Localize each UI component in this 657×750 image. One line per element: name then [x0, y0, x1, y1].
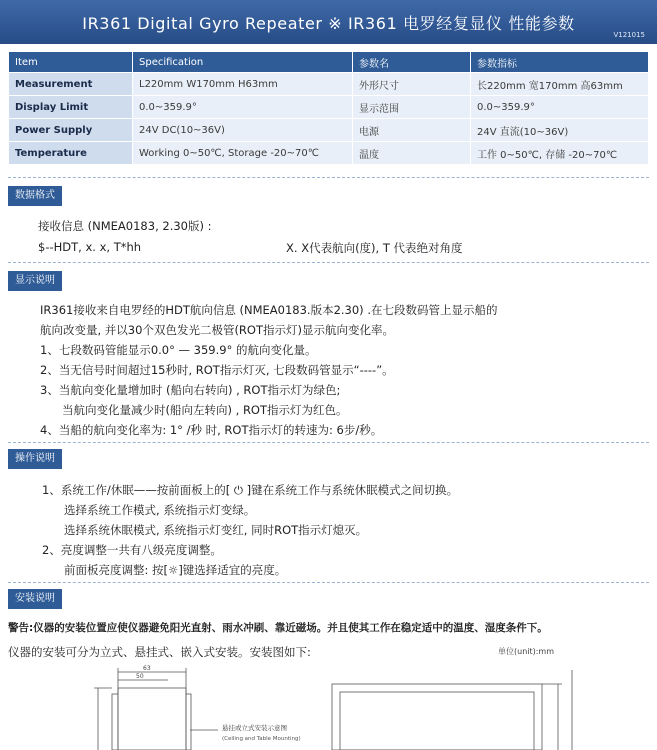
section-label-operation: 操作说明 — [8, 449, 62, 469]
row-param-name: 显示范围 — [353, 96, 471, 119]
display-line: 航向改变量, 并以30个双色发光二极管(ROT指示灯)显示航向变化率。 — [40, 323, 394, 337]
row-param-value: 工作 0~50℃, 存储 -20~70℃ — [471, 142, 649, 165]
row-spec: 0.0~359.9° — [133, 96, 353, 119]
display-line: 2、当无信号时间超过15秒时, ROT指示灯灭, 七段数码管显示“----”。 — [40, 363, 394, 377]
data-format-sentence: $--HDT, x. x, T*hh — [38, 240, 142, 254]
operation-line: 2、亮度调整一共有八级亮度调整。 — [42, 543, 222, 557]
install-diagram — [0, 664, 657, 750]
section-label-data-format: 数据格式 — [8, 186, 62, 206]
dim-label-63: 63 — [143, 665, 151, 672]
display-line: 当航向变化量减少时(船向左转向) , ROT指示灯为红色。 — [62, 403, 348, 417]
operation-line: 选择系统休眠模式, 系统指示灯变红, 同时ROT指示灯熄灭。 — [64, 523, 368, 537]
display-line: IR361接收来自电罗经的HDT航向信息 (NMEA0183.版本2.30) .在七段数码管上显示船的 — [40, 303, 498, 317]
spec-table — [8, 51, 649, 165]
divider — [8, 442, 649, 443]
row-param-name: 电源 — [353, 119, 471, 142]
display-line: 3、当航向变化量增加时 (船向右转向) , ROT指示灯为绿色; — [40, 383, 341, 397]
data-format-line: 接收信息 (NMEA0183, 2.30版) : — [38, 219, 212, 233]
page-header — [0, 0, 657, 44]
row-spec: 24V DC(10~36V) — [133, 119, 353, 142]
section-label-install: 安装说明 — [8, 589, 62, 609]
page-title: IR361 Digital Gyro Repeater ※ IR361 电罗经复显仪 性能参数 — [82, 13, 575, 33]
row-item: Measurement — [9, 73, 133, 96]
front-view-body — [332, 684, 542, 750]
row-param-name: 温度 — [353, 142, 471, 165]
dim-label-50: 50 — [136, 673, 144, 680]
divider — [8, 177, 649, 178]
row-item: Display Limit — [9, 96, 133, 119]
operation-line: 1、系统工作/休眠——按前面板上的[ ⏻ ]键在系统工作与系统休眠模式之间切换。 — [42, 483, 459, 497]
operation-line: 前面板亮度调整: 按[☼]键选择适宜的亮度。 — [64, 563, 287, 577]
row-item: Temperature — [9, 142, 133, 165]
col-specification: Specification — [133, 52, 353, 73]
section-label-display: 显示说明 — [8, 271, 62, 291]
side-view-body — [118, 688, 186, 750]
col-param-name: 参数名 — [353, 52, 471, 73]
row-spec: Working 0~50℃, Storage -20~70℃ — [133, 142, 353, 165]
display-line: 1、七段数码管能显示0.0° — 359.9° 的航向变化量。 — [40, 343, 317, 357]
row-param-name: 外形尺寸 — [353, 73, 471, 96]
table-row — [9, 142, 649, 165]
side-view-back — [186, 694, 191, 750]
version-code: V121015 — [613, 31, 645, 39]
row-param-value: 24V 直流(10~36V) — [471, 119, 649, 142]
spec-table-header — [9, 52, 649, 73]
col-item: Item — [9, 52, 133, 73]
install-warning: 警告:仪器的安装位置应使仪器避免阳光直射、雨水冲刷、靠近磁场。并且使其工作在稳定适中的温度、湿度条件下。 — [8, 622, 548, 634]
display-line: 4、当船的航向变化率为: 1° /秒 时, ROT指示灯的转速为: 6步/秒。 — [40, 423, 383, 437]
mounting-note-cn: 悬挂或立式安装示意图 — [222, 724, 287, 732]
row-item: Power Supply — [9, 119, 133, 142]
table-row — [9, 96, 649, 119]
install-line: 仪器的安装可分为立式、悬挂式、嵌入式安装。安装图如下: — [8, 645, 311, 659]
operation-line: 选择系统工作模式, 系统指示灯变绿。 — [64, 503, 256, 517]
table-row — [9, 73, 649, 96]
side-view-bezel — [112, 694, 118, 750]
front-view-panel — [340, 692, 534, 750]
unit-label: 单位(unit):mm — [498, 647, 555, 656]
row-spec: L220mm W170mm H63mm — [133, 73, 353, 96]
data-format-explanation: X. X代表航向(度), T 代表绝对角度 — [286, 241, 463, 255]
row-param-value: 0.0~359.9° — [471, 96, 649, 119]
row-param-value: 长220mm 宽170mm 高63mm — [471, 73, 649, 96]
col-param-value: 参数指标 — [471, 52, 649, 73]
divider — [8, 262, 649, 263]
mounting-note-en: (Ceiling and Table Mounting) — [222, 736, 301, 742]
table-row — [9, 119, 649, 142]
divider — [8, 582, 649, 583]
